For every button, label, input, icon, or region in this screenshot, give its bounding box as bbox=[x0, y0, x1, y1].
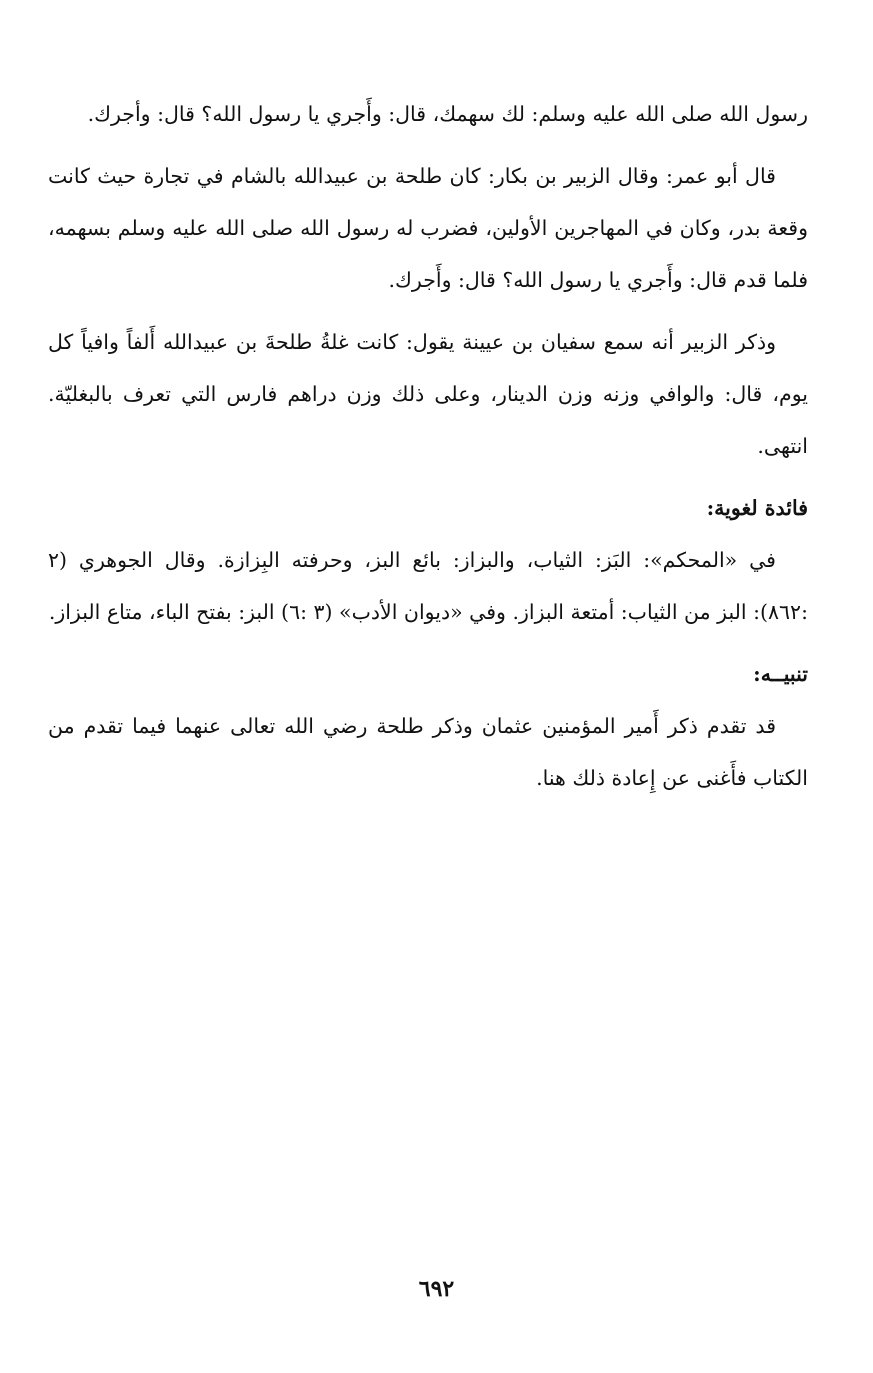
section-text-linguistic: في «المحكم»: البَز: الثياب، والبزاز: بائع البز، وحرفته البِزازة. وقال الجوهري (٢ :٨٦٢): البز من الثياب: أمتعة البزاز. وفي «ديوان الأدب» (٣ :٦) البز: بفتح الباء، متاع البزاز. bbox=[48, 548, 808, 624]
section-heading-linguistic: فائدة لغوية: bbox=[706, 496, 808, 520]
section-text-note: قد تقدم ذكر أَمير المؤمنين عثمان وذكر طلحة رضي الله تعالى عنهما فيما تقدم من الكتاب فأَغنى عن إِعادة ذلك هنا. bbox=[48, 714, 808, 790]
page-number: ٦٩٢ bbox=[418, 1276, 455, 1302]
page-body bbox=[48, 88, 808, 814]
section-heading-note: تنبيــه: bbox=[753, 662, 808, 686]
paragraph-3: وذكر الزبير أنه سمع سفيان بن عيينة يقول: كانت غلةُ طلحةَ بن عبيدالله أَلفاً وافياً كل يوم، قال: والوافي وزنه وزن الدينار، وعلى ذلك وزن دراهم فارس التي تعرف بالبغليّة. انتهى. bbox=[48, 330, 808, 458]
paragraph-2: قال أبو عمر: وقال الزبير بن بكار: كان طلحة بن عبيدالله بالشام في تجارة حيث كانت وقعة بدر، وكان في المهاجرين الأولين، فضرب له رسول الله صلى الله عليه وسلم بسهمه، فلما قدم قال: وأَجري يا رسول الله؟ قال: وأَجرك. bbox=[48, 164, 808, 292]
paragraph-1: رسول الله صلى الله عليه وسلم: لك سهمك، قال: وأَجري يا رسول الله؟ قال: وأجرك. bbox=[87, 102, 808, 126]
